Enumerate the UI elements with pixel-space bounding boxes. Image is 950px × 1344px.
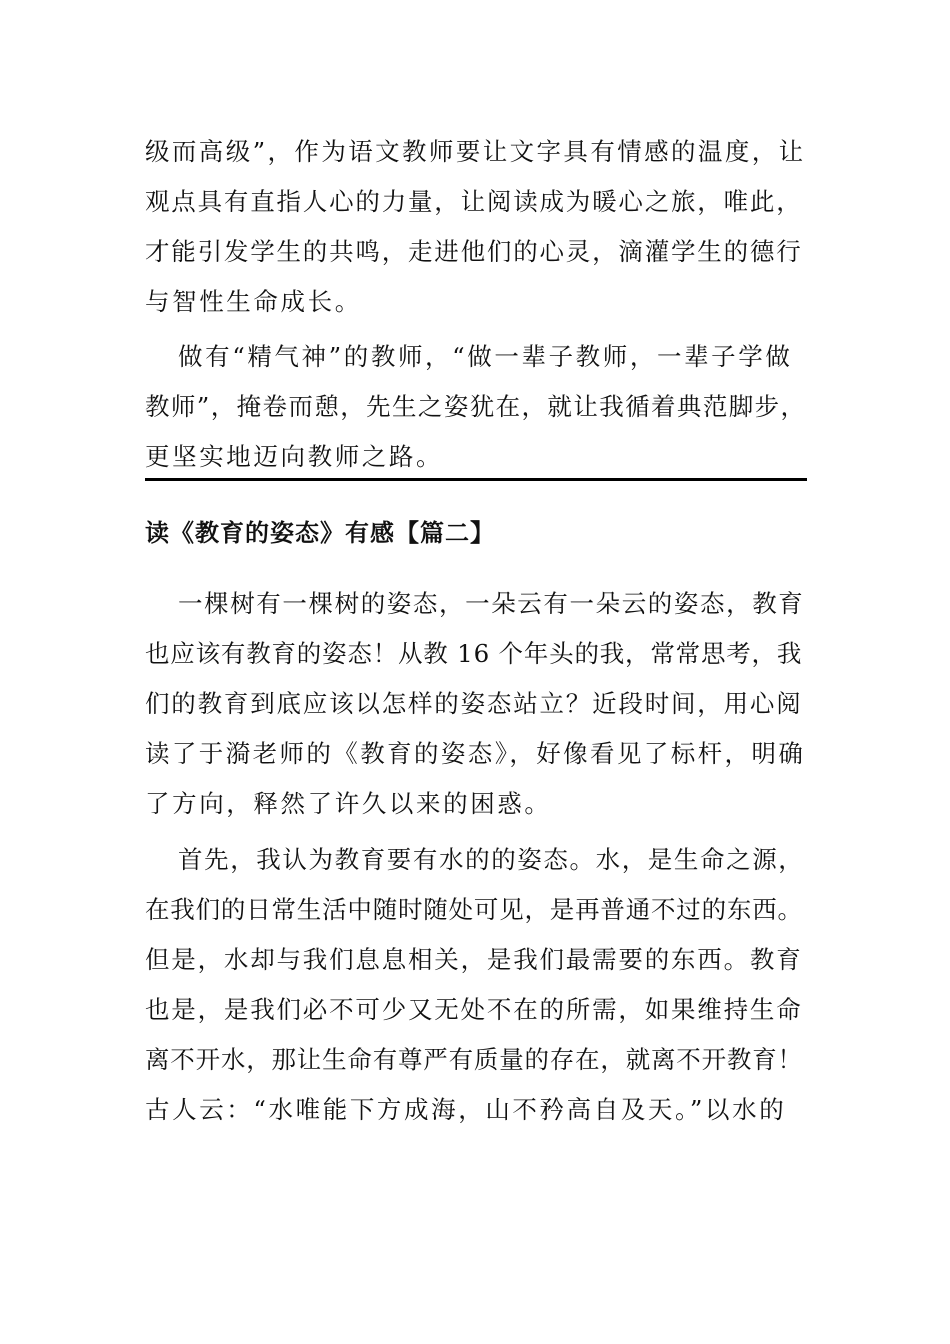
text-line: 与智性生命成长。 [145, 287, 362, 316]
text-line: 做有“精气神”的教师，“做一辈子教师，一辈子学做 [178, 342, 793, 371]
text-line: 级而高级”，作为语文教师要让文字具有情感的温度，让 [145, 137, 806, 166]
text-line: 了方向，释然了许久以来的困惑。 [145, 789, 552, 818]
section-heading: 读《教育的姿态》有感【篇二】 [145, 518, 495, 547]
text-line: 首先，我认为教育要有水的的姿态。水，是生命之源， [178, 845, 805, 874]
text-line: 古人云：“水唯能下方成海，山不矜高自及天。”以水的 [145, 1095, 787, 1124]
text-line: 离不开水，那让生命有尊严有质量的存在，就离不开教育！ [145, 1045, 803, 1074]
text-line: 但是，水却与我们息息相关，是我们最需要的东西。教育 [145, 945, 803, 974]
text-line: 更坚实地迈向教师之路。 [145, 442, 444, 471]
text-line: 们的教育到底应该以怎样的姿态站立？近段时间，用心阅 [145, 689, 803, 718]
text-line: 教师”，掩卷而憩，先生之姿犹在，就让我循着典范脚步， [145, 392, 807, 421]
text-line: 才能引发学生的共鸣，走进他们的心灵，滴灌学生的德行 [145, 237, 803, 266]
section-divider [145, 478, 807, 481]
text-line: 在我们的日常生活中随时随处可见，是再普通不过的东西。 [145, 895, 803, 924]
text-line: 也是，是我们必不可少又无处不在的所需，如果维持生命 [145, 995, 803, 1024]
text-line: 读了于漪老师的《教育的姿态》，好像看见了标杆，明确 [145, 739, 806, 768]
text-line: 也应该有教育的姿态！从教 16 个年头的我，常常思考，我 [145, 639, 803, 668]
text-line: 一棵树有一棵树的姿态，一朵云有一朵云的姿态，教育 [178, 589, 805, 618]
text-line: 观点具有直指人心的力量，让阅读成为暖心之旅，唯此， [145, 187, 803, 216]
